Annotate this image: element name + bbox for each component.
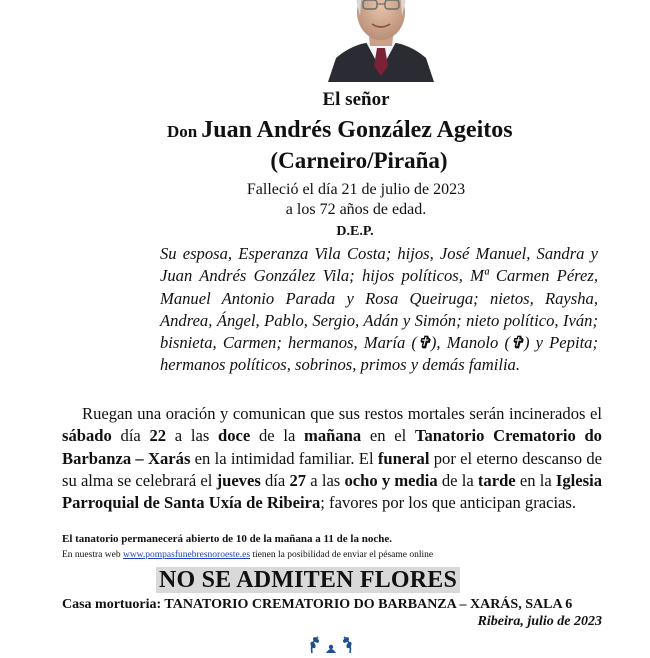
notice-highlight: Iglesia Parroquial de Santa Uxía de Ribeira xyxy=(62,470,603,513)
casa-label: Casa mortuoria: xyxy=(62,597,162,612)
family-text-3: ) y Pepita; hermanos políticos, sobrinos, primos y demás familia. xyxy=(160,333,599,375)
age-line: a los 72 años de edad. xyxy=(285,201,427,218)
name-prefix: Don xyxy=(167,122,198,141)
notice-text: a las xyxy=(166,426,219,446)
website-link[interactable]: www.pompasfunebresnoroeste.es xyxy=(122,550,251,560)
deceased-name xyxy=(167,117,513,144)
notice-highlight: 27 xyxy=(289,470,307,490)
alias: (Carneiro/Piraña) xyxy=(270,148,448,173)
dep-label: D.E.P. xyxy=(336,224,374,239)
notice-text: en la xyxy=(515,470,556,490)
notice-text: de la xyxy=(250,426,305,446)
no-flowers-notice: NO SE ADMITEN FLORES xyxy=(156,567,460,593)
family-list xyxy=(160,243,598,377)
notice-text: por el eterno descanso de su alma se celebrará el xyxy=(62,448,602,490)
notice-text: a las xyxy=(306,470,345,490)
casa-value: TANATORIO CREMATORIO DO BARBANZA – XARÁS, SALA 6 xyxy=(164,597,573,612)
notice-highlight: tarde xyxy=(477,470,516,490)
web-prefix: En nuestra web xyxy=(62,550,123,560)
place-date: Ribeira, julio de 2023 xyxy=(477,614,602,629)
notice-highlight: jueves xyxy=(216,470,261,490)
service-notice xyxy=(62,403,602,514)
full-name: Juan Andrés González Ageitos xyxy=(201,117,513,143)
notice-highlight: mañana xyxy=(304,426,362,446)
web-suffix: tienen la posibilidad de enviar el pésame online xyxy=(250,550,434,560)
laurel-emblem-icon xyxy=(306,633,356,653)
notice-text: en el xyxy=(361,426,415,446)
notice-highlight: funeral xyxy=(377,448,430,468)
death-date: Falleció el día 21 de julio de 2023 xyxy=(246,181,466,198)
notice-text: en la intimidad familiar. El xyxy=(190,448,378,468)
family-text-2: ), Manolo ( xyxy=(430,333,511,353)
family-text-1: Su esposa, Esperanza Vila Costa; hijos, José Manuel, Sandra y Juan Andrés González Vila; hijos políticos, Mª Carmen Pérez, Manuel Antonio Parada y Rosa Queiruga; nietos, Raysha, Andrea, Ángel, Pablo, Sergio, Adán y Simón; nieto político, Iván; bisnieta, Carmen; hermanos, María ( xyxy=(160,244,598,353)
cross-icon: ✞ xyxy=(510,333,524,353)
notice-highlight: Tanatorio Crematorio do Barbanza – Xarás xyxy=(62,426,602,468)
notice-highlight: 22 xyxy=(149,426,167,446)
notice-text: Ruegan una oración y comunican que sus restos mortales serán incinerados el xyxy=(82,404,602,423)
notice-highlight: sábado xyxy=(62,426,112,446)
notice-text: día xyxy=(111,426,150,446)
notice-text: de la xyxy=(437,470,478,490)
title-line: El señor xyxy=(322,89,390,110)
notice-highlight: ocho y media xyxy=(344,470,438,490)
web-condolence-line xyxy=(62,550,433,560)
cross-icon: ✞ xyxy=(416,333,431,353)
tanatorio-hours: El tanatorio permanecerá abierto de 10 de la mañana a 11 de la noche. xyxy=(62,533,392,545)
notice-highlight: doce xyxy=(218,426,251,446)
deceased-photo xyxy=(322,0,440,82)
notice-text: ; favores por los que anticipan gracias. xyxy=(320,493,577,513)
casa-mortuoria xyxy=(62,597,572,613)
notice-text: día xyxy=(260,470,290,490)
